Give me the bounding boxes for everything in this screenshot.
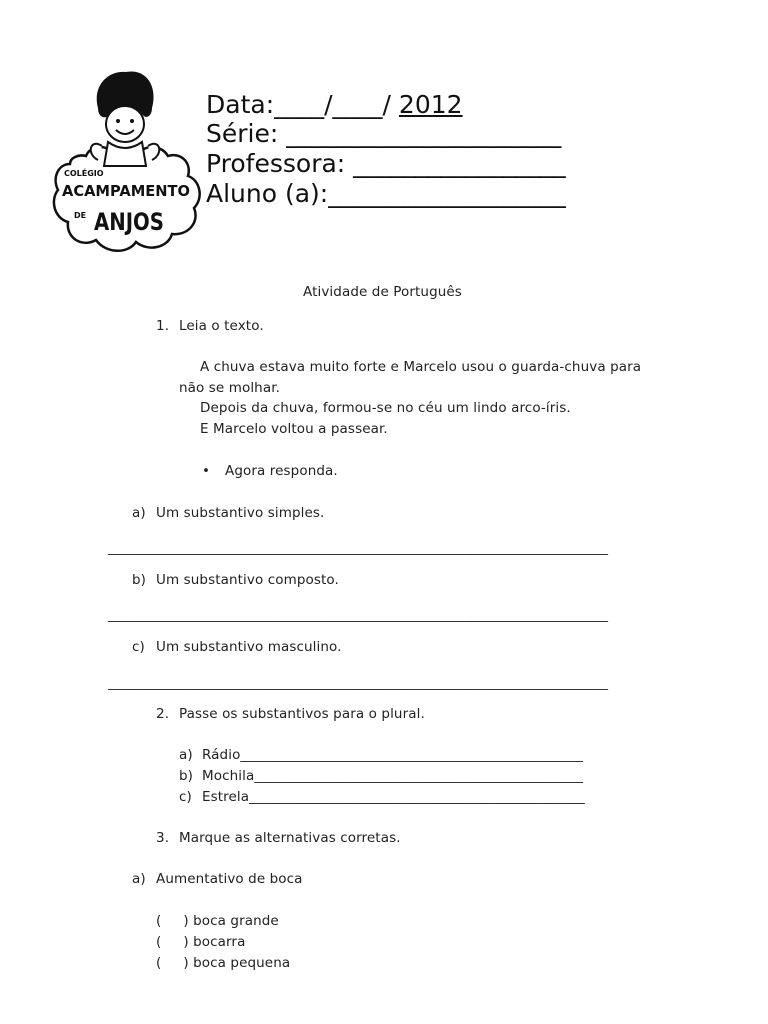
q1-number: 1. (156, 318, 170, 334)
q1-text-line4: E Marcelo voltou a passear. (200, 421, 388, 437)
date-label: Data:____/____/ (206, 90, 399, 119)
q3-label: Marque as alternativas corretas. (179, 830, 401, 846)
q1-instruction: Agora responda. (225, 463, 338, 479)
q2-number: 2. (156, 706, 170, 722)
q1a-answer-line[interactable]: _________________________________________________________________________ (108, 540, 609, 556)
q1b-text: Um substantivo composto. (156, 572, 339, 588)
q1-text-line1: A chuva estava muito forte e Marcelo usou o guarda-chuva para (200, 359, 642, 375)
date-field[interactable] (206, 90, 463, 120)
logo-face (106, 106, 144, 142)
q2b-letter: b) (179, 768, 194, 784)
logo-text-colegio: COLÉGIO (64, 169, 104, 178)
school-logo (52, 68, 202, 254)
logo-text-acampamento: ACAMPAMENTO (62, 182, 190, 200)
q3a-letter: a) (132, 871, 146, 887)
q2a-field[interactable]: Rádio__________________________________________________ (202, 747, 583, 763)
q2c-field[interactable]: Estrela_________________________________________________ (202, 789, 585, 805)
q1a-text: Um substantivo simples. (156, 505, 325, 521)
q3a-text: Aumentativo de boca (156, 871, 303, 887)
q3-option-checkbox[interactable]: ( ) boca pequena (156, 955, 291, 971)
logo-text-de: DE (74, 211, 87, 220)
professora-field[interactable]: Professora: _________________ (206, 149, 566, 178)
q2c-letter: c) (179, 789, 192, 805)
bullet-icon: • (202, 463, 211, 479)
q1b-letter: b) (132, 572, 147, 588)
q3-number: 3. (156, 830, 170, 846)
q1-label: Leia o texto. (179, 318, 264, 334)
q1-text-line2: não se molhar. (179, 380, 281, 396)
q2-label: Passe os substantivos para o plural. (179, 706, 425, 722)
q1b-answer-line[interactable]: _________________________________________________________________________ (108, 607, 609, 623)
q2a-letter: a) (179, 747, 193, 763)
q1-text-line3: Depois da chuva, formou-se no céu um lindo arco-íris. (200, 400, 571, 416)
serie-field[interactable]: Série: ______________________ (206, 119, 562, 148)
date-year: 2012 (398, 90, 463, 119)
q1c-answer-line[interactable]: _________________________________________________________________________ (108, 675, 609, 691)
logo-text-anjos: ANJOS (94, 208, 164, 236)
q1c-text: Um substantivo masculino. (156, 639, 342, 655)
page-title: Atividade de Português (303, 284, 462, 300)
q1a-letter: a) (132, 505, 146, 521)
aluno-field[interactable]: Aluno (a):___________________ (206, 179, 566, 208)
q2b-field[interactable]: Mochila________________________________________________ (202, 768, 584, 784)
q3-option-checkbox[interactable]: ( ) bocarra (156, 934, 246, 950)
q3-option-checkbox[interactable]: ( ) boca grande (156, 913, 279, 929)
q1c-letter: c) (132, 639, 145, 655)
